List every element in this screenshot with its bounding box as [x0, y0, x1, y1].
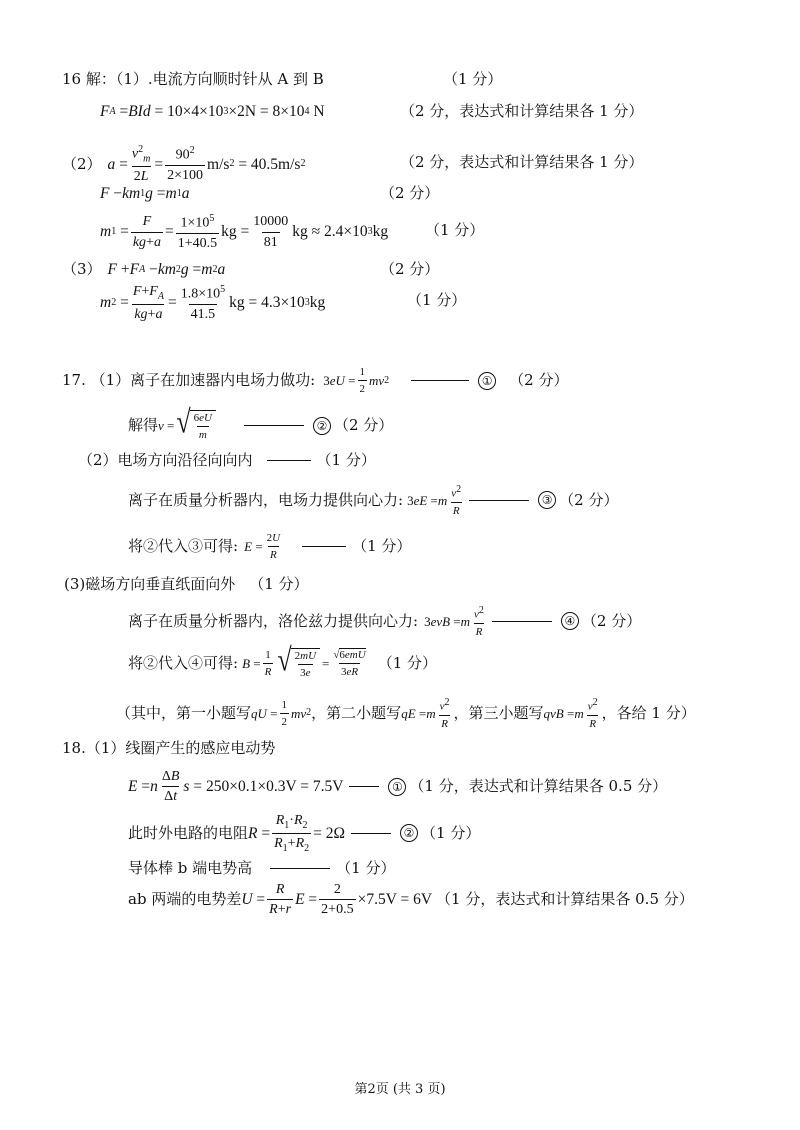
- q18-potential-text: 导体棒 b 端电势高: [128, 859, 253, 877]
- q17-dash-2: [244, 425, 304, 426]
- q16-eq-mass2: m 2 = $F+F_A$ kg+a = $1.8\times 10^5$ 41.5 kg = 4.3×10 3 kg: [100, 284, 326, 323]
- q17-eq-lorentz: 3 evB = m v2 R: [424, 605, 484, 638]
- q16-score-2: （2 分，表达式和计算结果各 1 分）: [400, 102, 644, 120]
- q16-score-4: （2 分）: [380, 184, 440, 202]
- q16-part2-label: （2）: [62, 154, 102, 173]
- q17-score-8: （1 分）: [377, 654, 437, 673]
- q17-score-3: （1 分）: [316, 451, 376, 469]
- q17-sub2: [128, 641, 437, 680]
- q17-dash-1: [411, 380, 469, 381]
- q17-part1: [62, 366, 568, 395]
- q17-score-2: （2 分）: [334, 416, 394, 435]
- q16-score-3: （2 分，表达式和计算结果各 1 分）: [400, 153, 644, 171]
- q17-part2-text: （2）电场方向沿径向向内: [78, 451, 253, 469]
- q17-part3: [64, 577, 309, 592]
- q17-magnetic-line: [128, 605, 641, 638]
- q16-score-5: （1 分）: [425, 221, 485, 239]
- q16-part2: [62, 144, 305, 185]
- q17-note-eq2: qE = m v2 R: [401, 697, 450, 730]
- q18-resistance-text: 此时外电路的电阻: [128, 823, 249, 842]
- q17-score-1: （2 分）: [509, 371, 569, 390]
- q18-circle-2: ②: [400, 824, 418, 842]
- q17-note-eq1: qU = 1 2 mv 2: [251, 698, 312, 728]
- q16-score-6: （2 分）: [380, 260, 440, 278]
- q18-resistance-line: [128, 813, 480, 854]
- q16-score-7: （1 分）: [407, 291, 467, 309]
- q18-dash-3: [270, 868, 330, 869]
- q17-score-5: （1 分）: [352, 537, 412, 556]
- q17-note-1: （其中，第一小题写: [116, 703, 252, 722]
- q18-part1: 18.（1）线圈产生的感应电动势: [62, 739, 276, 757]
- q16-score-1: （1 分）: [443, 70, 503, 88]
- q18-dash-1: [349, 786, 379, 787]
- q17-note-eq3: qvB = m v2 R: [543, 697, 598, 730]
- q17-dash-4: [469, 500, 529, 501]
- q16-part3: [62, 262, 225, 278]
- q16-eq-accel: a = $v^2_m$ 2L = $90^2$ 2×100 m/s 2 = 40.5m/s 2: [107, 144, 306, 185]
- q16-eq-force: F A = BId = 10×4×10 3 ×2N = 8×10 4 N: [100, 103, 325, 120]
- q16-eq-newton2: F + F A − km 2 g = m 2 a: [107, 261, 226, 278]
- q17-circle-2: ②: [313, 417, 331, 435]
- q17-electric-line: [128, 484, 618, 517]
- q17-electric-text: 离子在质量分析器内，电场力提供向心力:: [128, 490, 404, 509]
- q18-emf-line: [128, 769, 667, 805]
- q17-note-2: ，第二小题写: [311, 703, 402, 722]
- q17-score-6: （1 分）: [249, 575, 309, 593]
- q18-score-2: （1 分）: [421, 823, 481, 842]
- q16-heading: 16 解：（1）.电流方向顺时针从 A 到 B: [62, 70, 324, 88]
- q17-eq-field: E = 2U R: [244, 532, 281, 562]
- q18-voltage-line: [128, 882, 694, 918]
- q18-potential-line: [128, 861, 395, 876]
- q16-eq-mass1: m 1 = F kg+a = $1\times 10^5$ 1+40.5 kg = 10000 81 kg ≈ 2.4×10 3 kg: [100, 213, 389, 252]
- q17-circle-3: ③: [538, 491, 556, 509]
- q17-score-7: （2 分）: [581, 611, 642, 630]
- q17-eq-velocity: v = √ 6eU m: [158, 410, 218, 441]
- q18-eq-voltage: U = R R+r E = 2 2+0.5 ×7.5V = 6V: [241, 882, 433, 918]
- q18-score-4: （1 分，表达式和计算结果各 0.5 分）: [436, 890, 694, 909]
- q17-solve-text: 解得: [128, 416, 159, 435]
- q17-circle-4: ④: [561, 612, 579, 630]
- q17-part3-text: (3)磁场方向垂直纸面向外: [64, 575, 236, 593]
- q17-part2: [78, 453, 376, 468]
- q18-score-1: （1 分，表达式和计算结果各 0.5 分）: [409, 777, 668, 796]
- q18-voltage-text: ab 两端的电势差: [128, 890, 242, 909]
- q17-dash-3: [267, 460, 311, 461]
- q17-circle-1: ①: [478, 372, 496, 390]
- q17-sub1-text: 将②代入③可得:: [128, 537, 239, 556]
- q17-eq-energy: 3 eU = 1 2 mv 2: [323, 366, 390, 396]
- q17-magnetic-text: 离子在质量分析器内，洛伦兹力提供向心力:: [128, 611, 419, 630]
- q17-dash-5: [302, 546, 346, 547]
- q17-note-3: ，第三小题写: [453, 703, 544, 722]
- q18-eq-resistance: R = $R_1\cdot R_2$ $R_1+R_2$ = 2Ω: [248, 813, 346, 854]
- q17-note-4: ，各给 1 分）: [601, 703, 696, 722]
- q17-eq-electric: 3 eE = m v2 R: [407, 484, 462, 517]
- q17-eq-magfield: B = 1 R √ 2mU 3e = √6emU 3eR: [242, 641, 366, 680]
- q17-sub2-text: 将②代入④可得:: [128, 654, 239, 673]
- page-number: 第2页 (共 3 页): [354, 1082, 446, 1097]
- q16-eq-newton1: F − km 1 g = m 1 a: [100, 185, 190, 202]
- q18-dash-2: [351, 833, 391, 834]
- q18-circle-1: ①: [388, 778, 406, 796]
- q18-score-3: （1 分）: [336, 859, 396, 877]
- q17-part1-text: 17. （1）离子在加速器内电场力做功:: [62, 371, 316, 390]
- q17-note: [116, 697, 696, 730]
- q17-solve: [128, 403, 394, 442]
- q17-score-4: （2 分）: [559, 490, 619, 509]
- q17-sub1: [128, 532, 411, 561]
- q16-part3-label: （3）: [62, 260, 102, 279]
- q17-dash-6: [492, 621, 552, 622]
- q18-eq-emf: E = n ΔB Δt s = 250×0.1×0.3V = 7.5V: [128, 769, 344, 805]
